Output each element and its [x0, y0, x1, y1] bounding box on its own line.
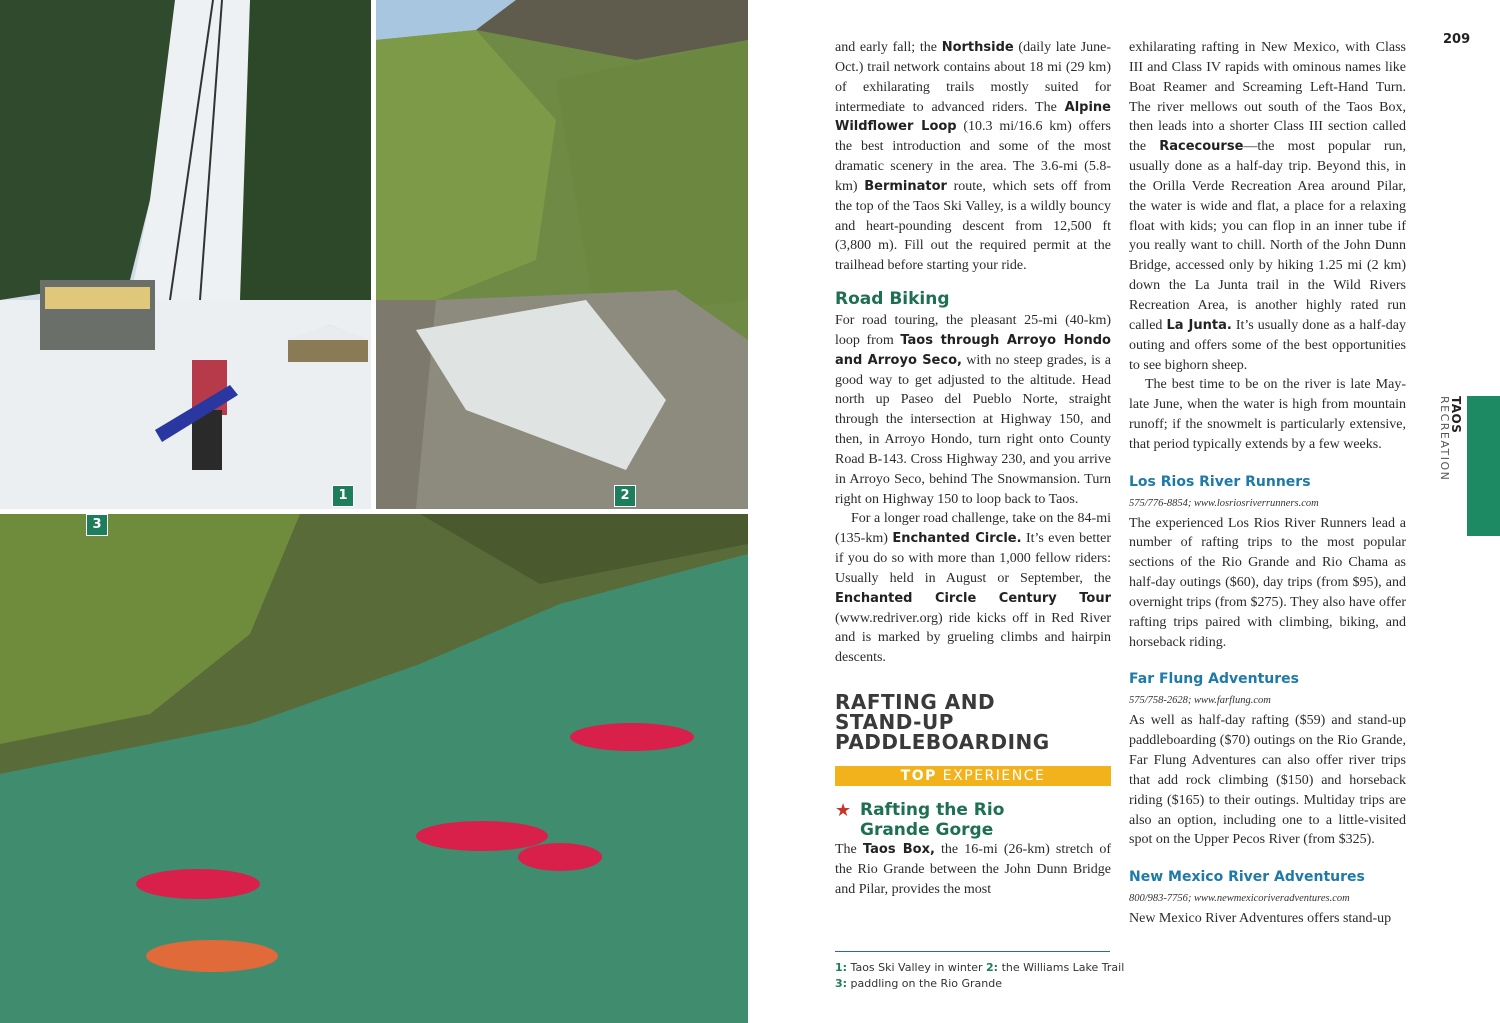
photo-ski-valley [0, 0, 371, 509]
photo-caption [835, 960, 1125, 991]
text: exhilarating rafting in New Mexico, with Class III and Class IV rapids with ominous names like Boat Reamer and Screaming Left-Hand Turn. The river mellows out south of the Taos Box, then leads into a shorter Class III section called the [1129, 40, 1406, 155]
text: route, which sets off from the top of the Taos Ski Valley, is a wildly bouncy and heart-pounding descent from 12,500 ft (3,800 m). Fill out the required permit at the trailhead before starting your ride. [835, 178, 1111, 274]
alpine-meadow-lake-trail-photo [376, 0, 748, 509]
road-biking-paragraph [835, 311, 1111, 509]
caption-rule [835, 951, 1110, 952]
text: with no steep grades, is a good way to get adjusted to the altitude. Head north up Paseo del Pueblo Norte, straight through the intersection at Highway 150, and then, in Arroyo Hondo, turn right onto County Road B-143. Cross Highway 230, and you arrive in Arroyo Seco, behind The Snowmansion. Turn right on Highway 150 to loop back to Taos. [835, 352, 1111, 507]
text: For a longer road challenge, take on the 84-mi (135-km) [835, 511, 1111, 547]
chapter-side-label [1437, 396, 1477, 516]
text: (www.redriver.org) ride kicks off in Red River and is marked by grueling climbs and hairpin descents. [835, 610, 1111, 666]
bold-term: Taos through Arroyo Hondo and Arroyo Seco, [835, 332, 1111, 368]
photo-rio-grande-paddling [0, 514, 748, 1023]
star-heading-title [860, 800, 1004, 840]
section-name: RECREATION [1438, 396, 1451, 482]
text: It’s usually done as a half-day outing and offers some of the best opportunities to see bighorn sheep. [1129, 317, 1407, 373]
page-number: 209 [1443, 32, 1471, 47]
listing-name: Far Flung Adventures [1129, 671, 1299, 688]
heading-line: RAFTING AND [835, 690, 996, 715]
listing-contact: 575/758-2628; www.farflung.com [1129, 695, 1271, 707]
bold-term: Racecourse [1159, 139, 1244, 155]
listing-description: The experienced Los Rios River Runners lead a number of rafting trips to the most popular sections of the Rio Grande and Rio Chama as half-day outings ($60), day trips (from $95), and overnight trips (from $275). They also have offer rafting trips paired with climbing, biking, and horseback riding. [1129, 515, 1406, 650]
star-icon: ★ [835, 800, 852, 821]
bold-term: Northside [941, 40, 1014, 55]
text: (daily late June-Oct.) trail network contains about 18 mi (29 km) of exhilarating trails mostly suited for intermediate to advanced riders. The [835, 40, 1112, 115]
banner-text: EXPERIENCE [936, 768, 1046, 785]
bold-term: Taos Box, [862, 842, 935, 858]
caption-number: 3: [835, 976, 848, 990]
text: the 16-mi (26-km) stretch of the Rio Grande between the John Dunn Bridge and Pilar, provides the most [835, 842, 1112, 897]
text: It’s even better if you do so with more than 1,000 fellow riders: Usually held in August or September, the [835, 531, 1111, 586]
rafting-section-heading [835, 690, 1111, 755]
road-biking-heading: Road Biking [835, 289, 950, 310]
caption-number: 1: [835, 961, 848, 974]
taos-box-paragraph [835, 840, 1111, 900]
listing-name: New Mexico River Adventures [1129, 869, 1365, 886]
banner-text: TOP [900, 768, 937, 785]
text-column-2 [1129, 38, 1406, 929]
text: For road touring, the pleasant 25-mi (40-km) loop from [835, 312, 1111, 348]
bold-term: Alpine Wildflower Loop [835, 99, 1111, 135]
listing-description: New Mexico River Adventures offers stand-up [1129, 911, 1392, 927]
caption-line [835, 960, 1125, 976]
bold-term: Enchanted Circle. [892, 531, 1022, 547]
ski-lift-snowboarder-photo [0, 0, 371, 509]
bold-term: Berminator [864, 178, 947, 194]
listing-name: Los Rios River Runners [1129, 473, 1311, 490]
rio-grande-kayaks-photo [0, 514, 748, 1023]
listing-contact: 800/983-7756; www.newmexicoriveradventures.com [1129, 893, 1350, 905]
caption-text: paddling on the Rio Grande [847, 976, 1002, 990]
bold-term: La Junta. [1166, 317, 1232, 333]
bold-term: Enchanted Circle Century Tour [835, 590, 1111, 606]
caption-text: the Williams Lake Trail [998, 961, 1125, 974]
photo-williams-lake-trail [376, 0, 748, 509]
caption-number: 2: [986, 961, 999, 974]
heading-line: STAND-UP [835, 710, 954, 735]
photo-1-badge: 1 [332, 485, 354, 507]
caption-line [835, 976, 1125, 992]
enchanted-circle-paragraph [835, 509, 1111, 668]
chapter-name: TAOS [1449, 396, 1463, 434]
heading-line: Grande Gorge [860, 820, 994, 841]
rafting-continuation-paragraph [1129, 38, 1406, 375]
text: —the most popular run, usually done as a half-day trip. Beyond this, in the Orilla Verde Recreation Area around Pilar, the water is wide and flat, a place for a relaxing float with kids; you can flop in an inner tube if you really want to chill. North of the John Dunn Bridge, accessed only by hiking 1.25 mi (2 km) down the La Junta trail in the Wild Rivers Recreation Area, is another highly rated run called [1129, 139, 1406, 333]
best-time-paragraph: The best time to be on the river is late May-late June, when the water is high from mountain runoff; if the snowmelt is particularly extensive, that period typically extends by a few weeks. [1129, 377, 1406, 452]
photo-3-badge: 3 [86, 514, 108, 536]
text-column-1 [835, 38, 1111, 900]
mountain-biking-paragraph [835, 38, 1111, 276]
caption-text: Taos Ski Valley in winter [847, 961, 987, 974]
top-experience-banner [835, 766, 1111, 786]
listing-contact: 575/776-8854; www.losriosriverrunners.com [1129, 497, 1319, 509]
heading-line: PADDLEBOARDING [835, 730, 1050, 755]
text: (10.3 mi/16.6 km) offers the best introduction and some of the most dramatic scenery in the area. The 3.6-mi (5.8-km) [835, 119, 1112, 194]
listing-description: As well as half-day rafting ($59) and stand-up paddleboarding ($70) outings on the Rio Grande, Far Flung Adventures can also offer river trips that add rock climbing ($150) and horseback riding ($165) to their outings. Multiday trips are also an option, including one to a little-visited spot on the Upper Pecos River (from $325). [1129, 713, 1406, 848]
text: and early fall; the [835, 40, 942, 55]
text: The [835, 842, 863, 858]
rafting-rio-grande-heading [835, 800, 1111, 840]
heading-line: Rafting the Rio [860, 800, 1005, 821]
photo-2-badge: 2 [614, 485, 636, 507]
